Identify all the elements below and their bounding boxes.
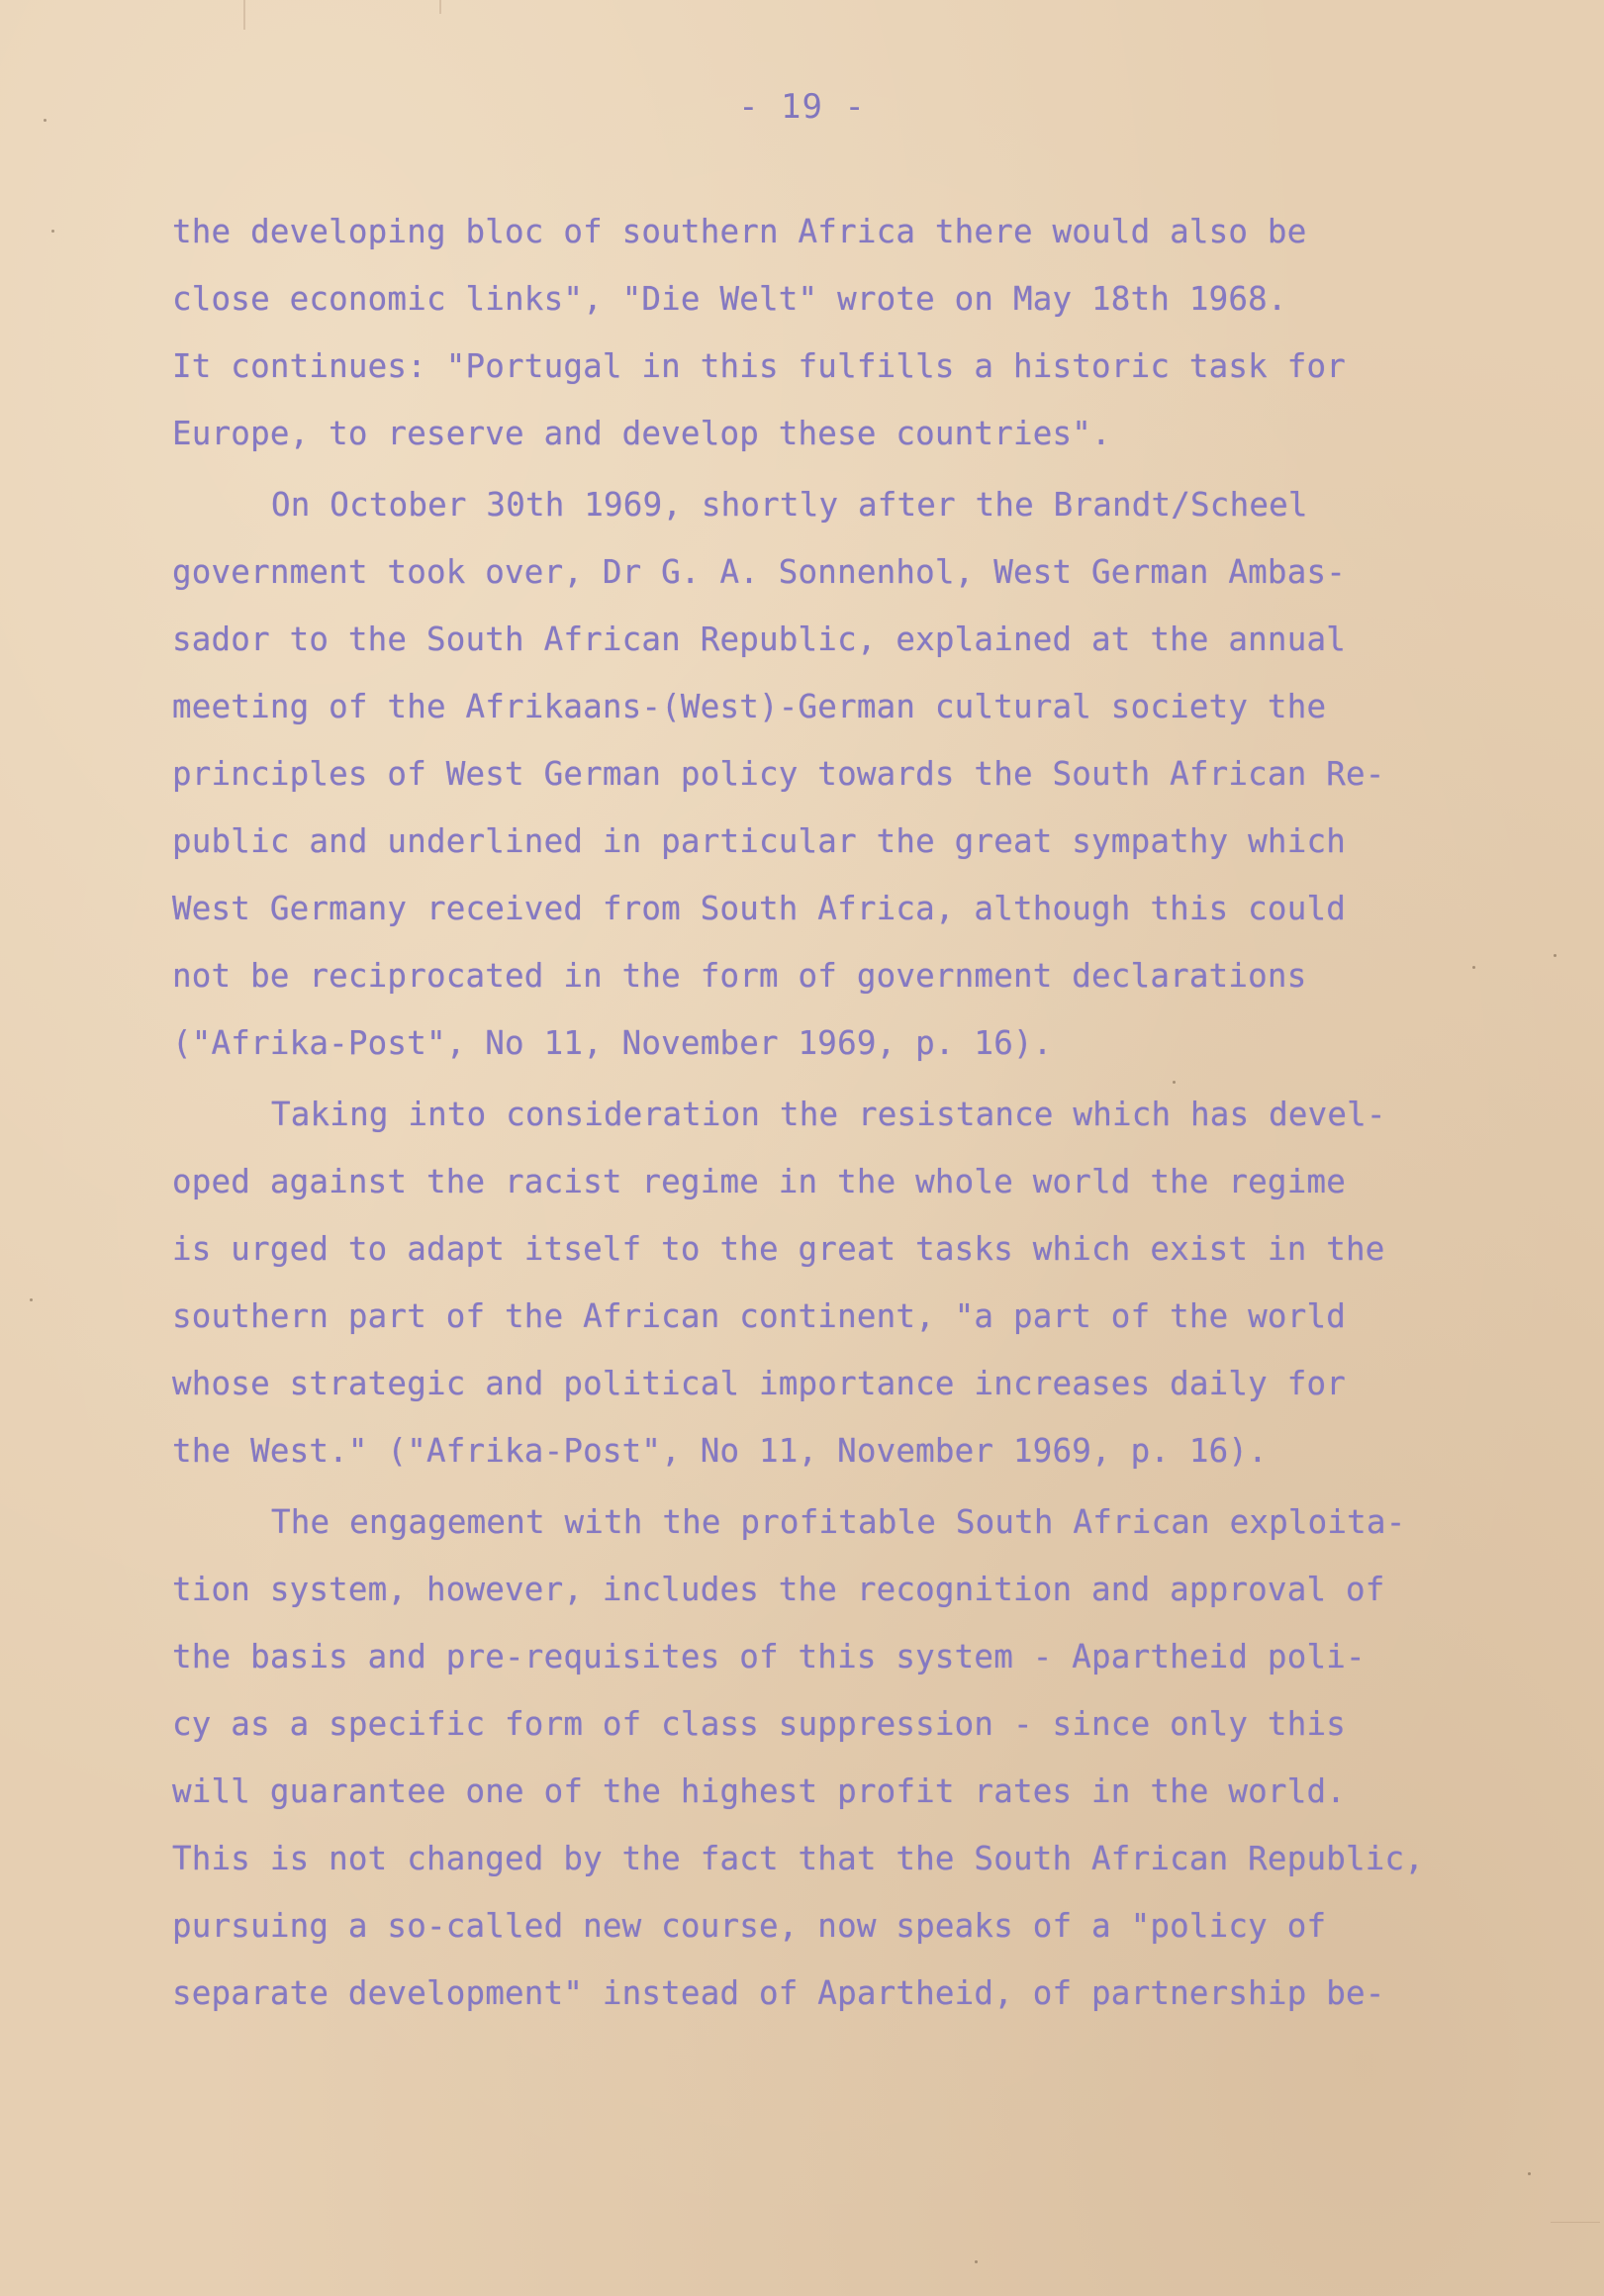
text-line: oped against the racist regime in the whole world the regime [172, 1163, 1346, 1200]
paper-speck [1554, 954, 1557, 957]
text-line: the developing bloc of southern Africa there would also be [172, 213, 1307, 250]
paper-speck [30, 1298, 33, 1301]
paragraph-start-line: On October 30th 1969, shortly after the Brandt/Scheel [271, 486, 1308, 524]
paper-speck [51, 230, 54, 233]
text-line: It continues: "Portugal in this fulfills a historic task for [172, 347, 1346, 385]
text-line: principles of West German policy towards the South African Re- [172, 755, 1385, 793]
text-line: sador to the South African Republic, explained at the annual [172, 621, 1346, 658]
text-line: This is not changed by the fact that the South African Republic, [172, 1840, 1425, 1877]
paragraph-start-line: The engagement with the profitable South African exploita- [271, 1503, 1406, 1541]
text-line: the West." ("Afrika-Post", No 11, November 1969, p. 16). [172, 1432, 1268, 1470]
text-line: tion system, however, includes the recognition and approval of [172, 1571, 1385, 1608]
paper-speck [1528, 2172, 1531, 2175]
text-line: public and underlined in particular the great sympathy which [172, 822, 1346, 860]
text-line: government took over, Dr G. A. Sonnenhol, West German Ambas- [172, 553, 1346, 591]
text-line: Europe, to reserve and develop these countries". [172, 415, 1111, 452]
text-line: will guarantee one of the highest profit rates in the world. [172, 1772, 1346, 1810]
text-line: whose strategic and political importance increases daily for [172, 1365, 1346, 1402]
text-line: West Germany received from South Africa, although this could [172, 890, 1346, 927]
text-line: is urged to adapt itself to the great tasks which exist in the [172, 1230, 1385, 1268]
text-line: close economic links", "Die Welt" wrote on May 18th 1968. [172, 280, 1287, 318]
text-line: cy as a specific form of class suppression - since only this [172, 1705, 1346, 1743]
text-line: southern part of the African continent, "a part of the world [172, 1297, 1346, 1335]
paragraph-start-line: Taking into consideration the resistance which has devel- [271, 1096, 1386, 1133]
paper-speck [975, 2260, 978, 2263]
text-line: pursuing a so-called new course, now speaks of a "policy of [172, 1907, 1327, 1945]
paper-speck [1472, 966, 1475, 969]
body-text [172, 198, 1468, 2027]
text-line: the basis and pre-requisites of this system - Apartheid poli- [172, 1638, 1366, 1675]
paper-crease [439, 0, 441, 14]
text-line: not be reciprocated in the form of government declarations [172, 957, 1307, 995]
page-number: - 19 - [738, 87, 866, 127]
text-line: meeting of the Afrikaans-(West)-German cultural society the [172, 688, 1327, 725]
text-line: separate development" instead of Apartheid, of partnership be- [172, 1974, 1385, 2012]
paper-crease [1551, 2222, 1600, 2223]
text-line: ("Afrika-Post", No 11, November 1969, p. 16). [172, 1024, 1053, 1062]
paper-crease [243, 0, 245, 30]
